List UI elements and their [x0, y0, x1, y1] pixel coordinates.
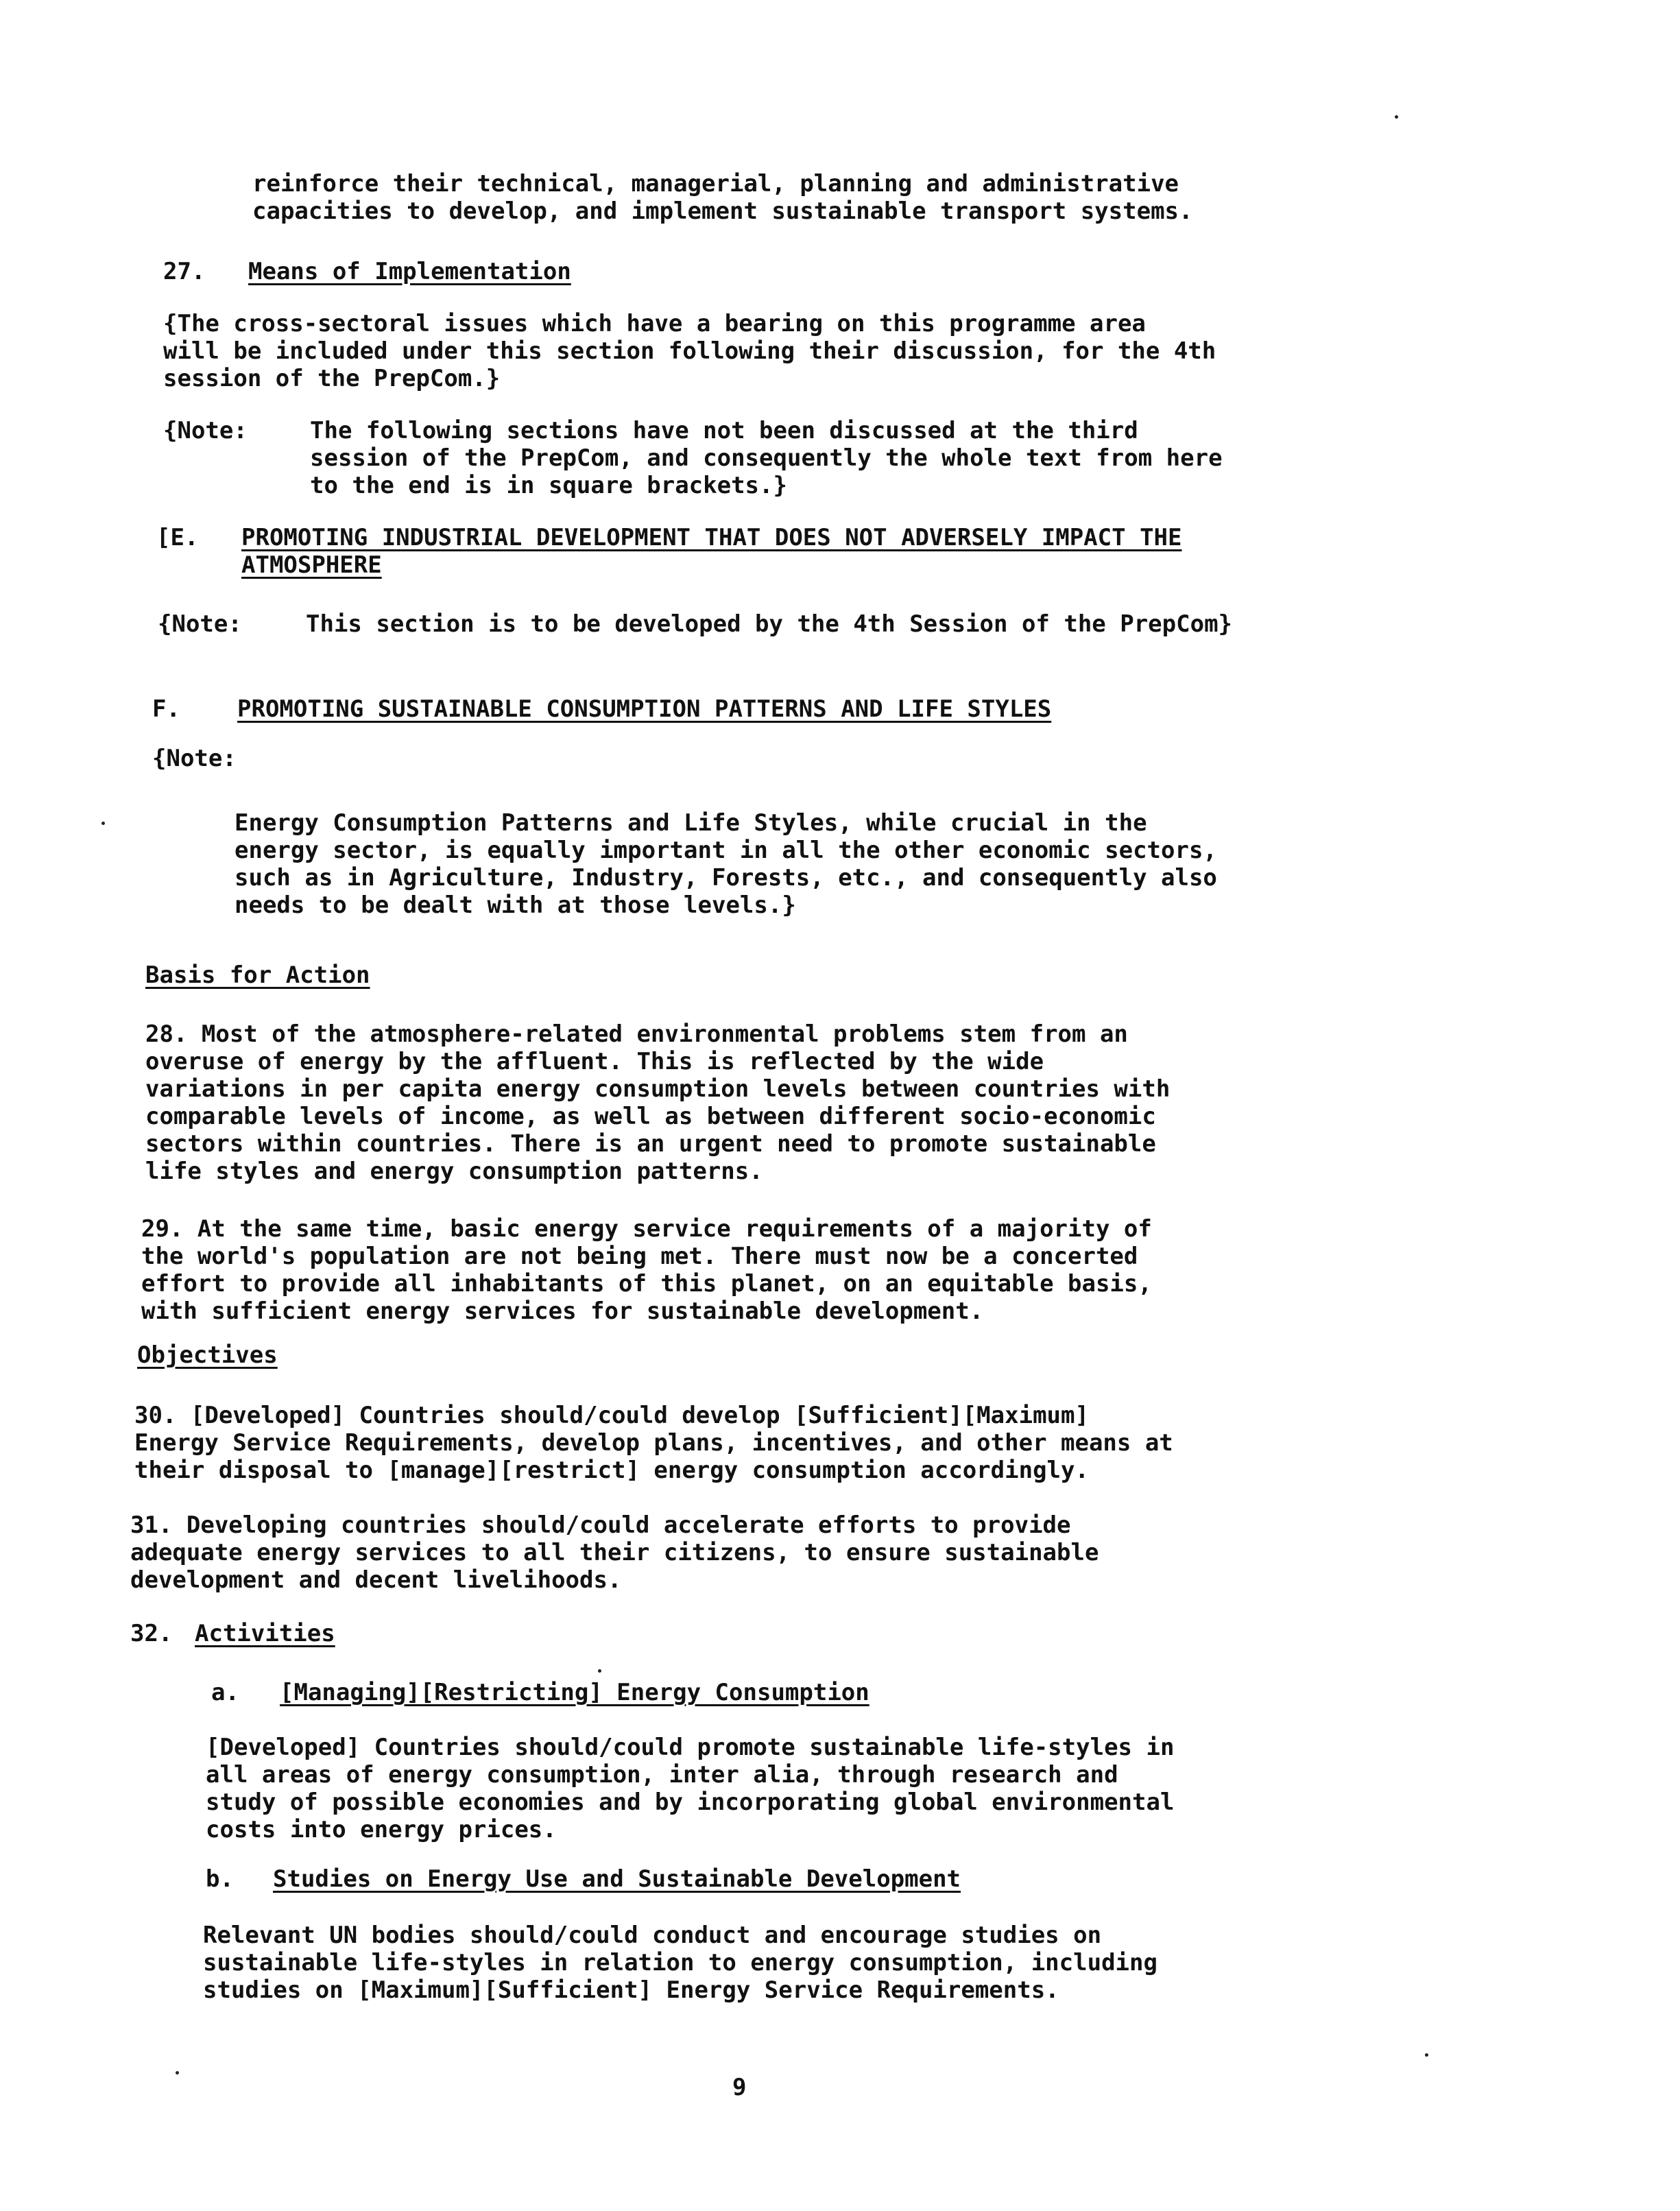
section-f-title: PROMOTING SUSTAINABLE CONSUMPTION PATTERNS AND LIFE STYLES [237, 695, 1052, 723]
section-e-letter: [E. [156, 524, 199, 551]
section-27-text: {The cross-sectoral issues which have a bearing on this programme area will be included under this section following their discussion, for the 4th session of the PrepCom.} [163, 310, 1216, 392]
scan-speck [1425, 2053, 1428, 2057]
section-27-heading: Means of Implementation [248, 258, 571, 285]
activity-b-title: Studies on Energy Use and Sustainable Development [273, 1865, 961, 1893]
section-e-title: PROMOTING INDUSTRIAL DEVELOPMENT THAT DOES NOT ADVERSELY IMPACT THE ATMOSPHERE [241, 524, 1182, 579]
section-32-heading: Activities [195, 1620, 335, 1647]
paragraph-30: 30. [Developed] Countries should/could develop [Sufficient][Maximum] Energy Service Requirements, develop plans, incentives, and other means at their disposal to [manage][restrict] energy consumption accordingly. [134, 1402, 1173, 1484]
activity-b-text: Relevant UN bodies should/could conduct and encourage studies on sustainable life-styles in relation to energy consumption, including studies on [Maximum][Sufficient] Energy Service Requirements. [203, 1922, 1157, 2004]
page-number: 9 [732, 2074, 747, 2101]
section-32-number: 32. [130, 1620, 173, 1647]
note-2-label: {Note: [158, 610, 242, 638]
paragraph-31: 31. Developing countries should/could accelerate efforts to provide adequate energy services to all their citizens, to ensure sustainable development and decent livelihoods. [130, 1511, 1099, 1594]
scan-speck [1395, 115, 1398, 119]
scan-speck [598, 1669, 601, 1673]
activity-a-letter: a. [211, 1679, 239, 1706]
paragraph-28: 28. Most of the atmosphere-related environmental problems stem from an overuse of energy by the affluent. This is reflected by the wide variations in per capita energy consumption levels between countries with comparable levels of income, as well as between different socio-economic sectors within countries. There is an urgent need to promote sustainable life styles and energy consumption patterns. [145, 1020, 1171, 1185]
activity-a-text: [Developed] Countries should/could promote sustainable life-styles in all areas of energy consumption, inter alia, through research and study of possible economies and by incorporating global environmental costs into energy prices. [206, 1734, 1175, 1843]
objectives-heading: Objectives [137, 1341, 278, 1369]
paragraph-29: 29. At the same time, basic energy service requirements of a majority of the world's population are not being met. There must now be a concerted effort to provide all inhabitants of this planet, on an equitable basis, with sufficient energy services for sustainable development. [141, 1215, 1152, 1325]
activity-b-letter: b. [206, 1865, 234, 1893]
note-1-label: {Note: [163, 417, 248, 444]
activity-a-title: [Managing][Restricting] Energy Consumption [280, 1679, 869, 1706]
scan-speck [101, 822, 105, 825]
note-1-text: The following sections have not been discussed at the third session of the PrepCom, and consequently the whole text from here to the end is in square brackets.} [310, 417, 1223, 499]
section-27-number: 27. [163, 258, 206, 285]
note-2-text: This section is to be developed by the 4th Session of the PrepCom} [306, 610, 1233, 638]
paragraph-26-continuation: reinforce their technical, managerial, planning and administrative capacities to develop, and implement sustainable transport systems. [252, 170, 1193, 225]
note-3-text: Energy Consumption Patterns and Life Styles, while crucial in the energy sector, is equally important in all the other economic sectors, such as in Agriculture, Industry, Forests, etc., and consequently also needs to be dealt with at those levels.} [235, 809, 1217, 919]
scan-speck [176, 2071, 179, 2075]
note-3-label: {Note: [152, 745, 237, 772]
section-f-letter: F. [152, 695, 180, 723]
basis-for-action-heading: Basis for Action [145, 961, 370, 989]
